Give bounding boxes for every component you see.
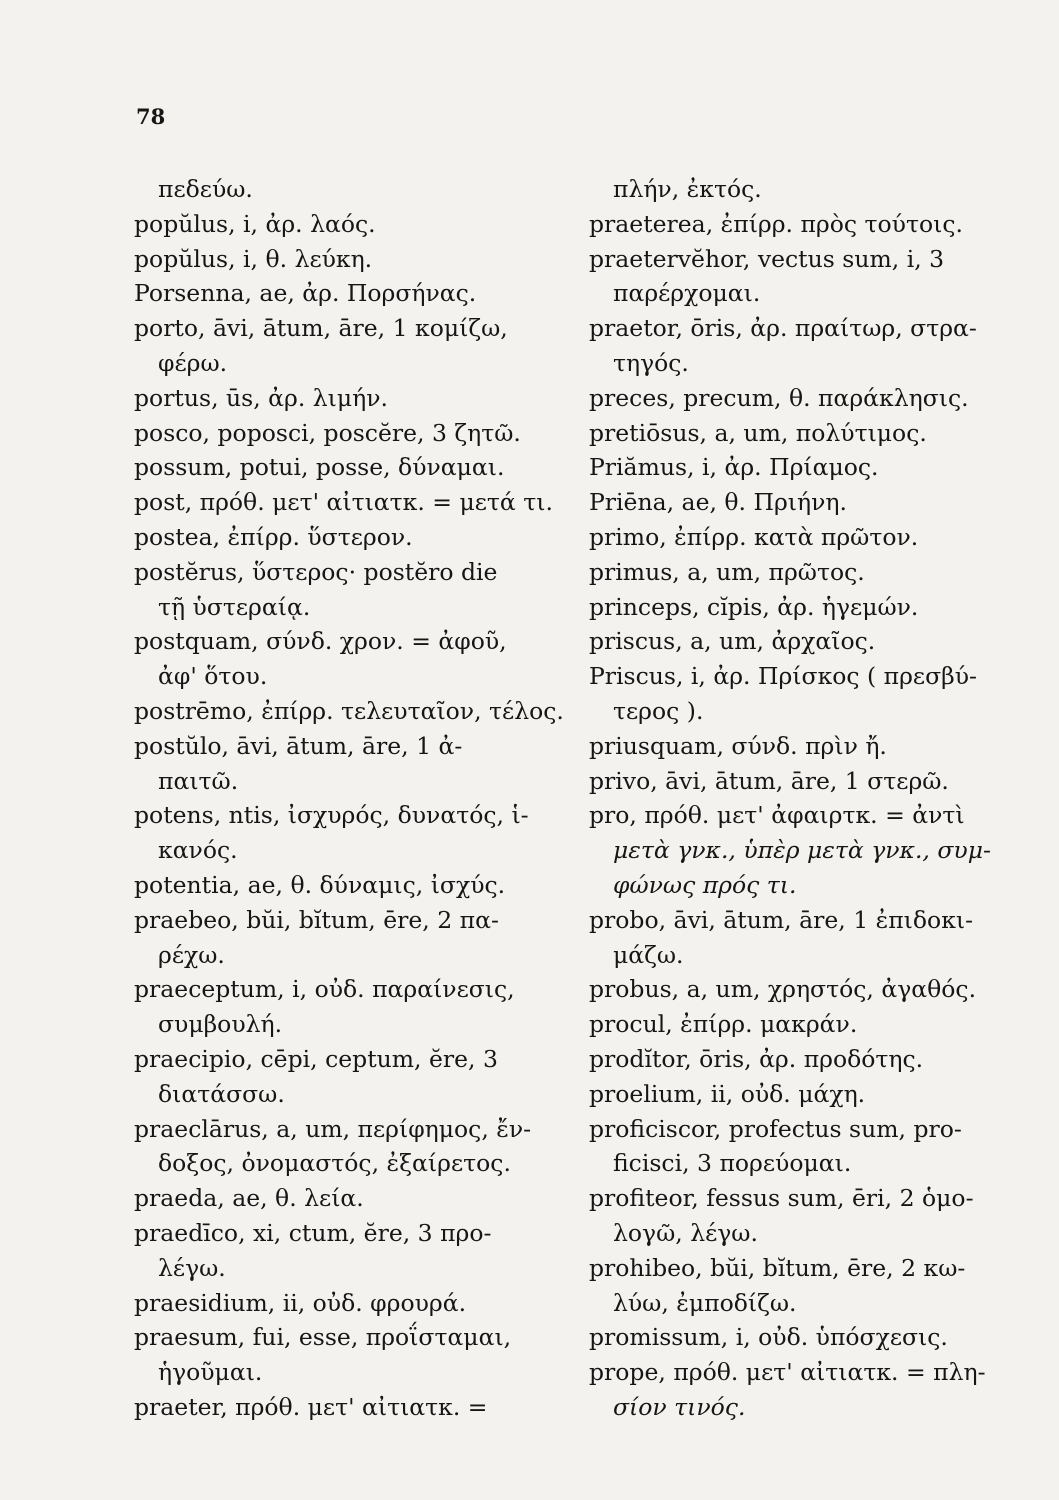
- entry-line: popŭlus, i, ἀρ. λαός.: [134, 209, 376, 238]
- entry-line: postquam, σύνδ. χρον. = ἀφοῦ,: [134, 627, 507, 656]
- entry-line: profiteor, fessus sum, ēri, 2 ὁμο-: [589, 1184, 974, 1213]
- entry-line: λύω, ἐμποδίζω.: [613, 1288, 797, 1317]
- entry-line: praesum, fui, esse, προΐσταμαι,: [134, 1323, 512, 1352]
- entry-line: pretiōsus, a, um, πολύτιμος.: [589, 418, 927, 447]
- entry-line: λέγω.: [158, 1253, 226, 1282]
- entry-line: συμβουλή.: [158, 1010, 283, 1039]
- entry-line: διατάσσω.: [158, 1079, 285, 1108]
- entry-line: prodĭtor, ōris, ἀρ. προδότης.: [589, 1044, 924, 1073]
- entry-line: princeps, cĭpis, ἀρ. ἡγεμών.: [589, 592, 919, 621]
- entry-line: proelium, ii, οὐδ. μάχη.: [589, 1079, 866, 1108]
- entry-line: Priscus, i, ἀρ. Πρίσκος ( πρεσβύ-: [589, 662, 977, 691]
- entry-line: praebeo, bŭi, bĭtum, ēre, 2 πα-: [134, 905, 499, 934]
- entry-line: πλήν, ἐκτός.: [613, 175, 762, 203]
- entry-line: Porsenna, ae, ἀρ. Πορσήνας.: [134, 279, 477, 308]
- entry-line: pro, πρόθ. μετ' ἀφαιρτκ. = ἀντὶ: [589, 801, 965, 830]
- page-number: 78: [136, 104, 166, 129]
- entry-line: primo, ἐπίρρ. κατὰ πρῶτον.: [589, 522, 919, 551]
- entry-line: παιτῶ.: [158, 766, 239, 795]
- entry-line: ἀφ' ὅτου.: [158, 662, 268, 691]
- entry-line: παρέρχομαι.: [613, 279, 761, 308]
- entry-line: λογῶ, λέγω.: [613, 1218, 758, 1247]
- entry-line: τερος ).: [613, 696, 704, 725]
- entry-line: promissum, i, οὐδ. ὑπόσχεσις.: [589, 1323, 948, 1352]
- entry-line: ρέχω.: [158, 940, 225, 969]
- entry-line: μάζω.: [613, 940, 684, 969]
- entry-line: post, πρόθ. μετ' αἰτιατκ. = μετά τι.: [134, 488, 553, 517]
- entry-line: preces, precum, θ. παράκλησις.: [589, 383, 969, 412]
- entry-line: primus, a, um, πρῶτος.: [589, 557, 865, 586]
- entry-line: postrēmo, ἐπίρρ. τελευταῖον, τέλος.: [134, 696, 564, 725]
- entry-line: prope, πρόθ. μετ' αἰτιατκ. = πλη-: [589, 1358, 986, 1387]
- entry-line: probus, a, um, χρηστός, ἀγαθός.: [589, 975, 977, 1004]
- entry-line: πεδεύω.: [158, 175, 253, 203]
- entry-line: ἡγοῦμαι.: [158, 1358, 263, 1387]
- entry-line: κανός.: [158, 836, 238, 865]
- entry-line: σίον τινός.: [613, 1392, 746, 1421]
- entry-line: φώνως πρός τι.: [613, 870, 797, 899]
- entry-line: procul, ἐπίρρ. μακράν.: [589, 1010, 858, 1039]
- entry-line: privo, āvi, ātum, āre, 1 στερῶ.: [589, 766, 949, 795]
- entry-line: μετὰ γνκ., ὑπὲρ μετὰ γνκ., συμ-: [613, 836, 991, 865]
- entry-line: porto, āvi, ātum, āre, 1 κομίζω,: [134, 314, 508, 343]
- entry-line: δοξος, ὀνομαστός, ἐξαίρετος.: [158, 1149, 511, 1178]
- entry-line: priusquam, σύνδ. πρὶν ἤ.: [589, 731, 887, 760]
- entry-line: postĕrus, ὕστερος· postĕro die: [134, 557, 498, 586]
- entry-line: possum, potui, posse, δύναμαι.: [134, 453, 505, 482]
- entry-line: priscus, a, um, ἀρχαῖος.: [589, 627, 876, 656]
- entry-line: praeceptum, i, οὐδ. παραίνεσις,: [134, 975, 515, 1004]
- entry-line: τηγός.: [613, 348, 689, 377]
- entry-line: τῇ ὑστεραίᾳ.: [158, 592, 311, 621]
- entry-line: potens, ntis, ἰσχυρός, δυνατός, ἱ-: [134, 801, 529, 830]
- entry-line: potentia, ae, θ. δύναμις, ἰσχύς.: [134, 870, 506, 899]
- entry-line: praeter, πρόθ. μετ' αἰτιατκ. =: [134, 1392, 488, 1421]
- entry-line: praedīco, xi, ctum, ĕre, 3 προ-: [134, 1218, 492, 1247]
- entry-line: φέρω.: [158, 348, 228, 377]
- entry-line: posco, poposci, poscĕre, 3 ζητῶ.: [134, 418, 521, 447]
- entry-line: praesidium, ii, οὐδ. φρουρά.: [134, 1288, 467, 1317]
- entry-line: proficiscor, profectus sum, pro-: [589, 1114, 962, 1143]
- entry-line: praeclārus, a, um, περίφημος, ἔν-: [134, 1114, 532, 1143]
- entry-line: praetor, ōris, ἀρ. πραίτωρ, στρα-: [589, 314, 977, 343]
- entry-line: praetervĕhor, vectus sum, i, 3: [589, 244, 945, 273]
- entry-line: postŭlo, āvi, ātum, āre, 1 ἀ-: [134, 731, 463, 760]
- entry-line: praeda, ae, θ. λεία.: [134, 1184, 364, 1213]
- entry-line: praeterea, ἐπίρρ. πρὸς τούτοις.: [589, 209, 963, 238]
- entry-line: ficisci, 3 πορεύομαι.: [613, 1149, 852, 1178]
- entry-line: Priēna, ae, θ. Πριήνη.: [589, 488, 847, 517]
- entry-line: praecipio, cēpi, ceptum, ĕre, 3: [134, 1044, 498, 1073]
- entry-line: popŭlus, i, θ. λεύκη.: [134, 244, 373, 273]
- entry-line: probo, āvi, ātum, āre, 1 ἐπιδοκι-: [589, 905, 974, 934]
- entry-line: Priămus, i, ἀρ. Πρίαμος.: [589, 453, 879, 482]
- entry-line: prohibeo, bŭi, bĭtum, ēre, 2 κω-: [589, 1253, 966, 1282]
- entry-line: portus, ūs, ἀρ. λιμήν.: [134, 383, 388, 412]
- right-column: [589, 172, 1025, 1425]
- left-column: [134, 172, 564, 1425]
- entry-line: postea, ἐπίρρ. ὕστερον.: [134, 522, 413, 551]
